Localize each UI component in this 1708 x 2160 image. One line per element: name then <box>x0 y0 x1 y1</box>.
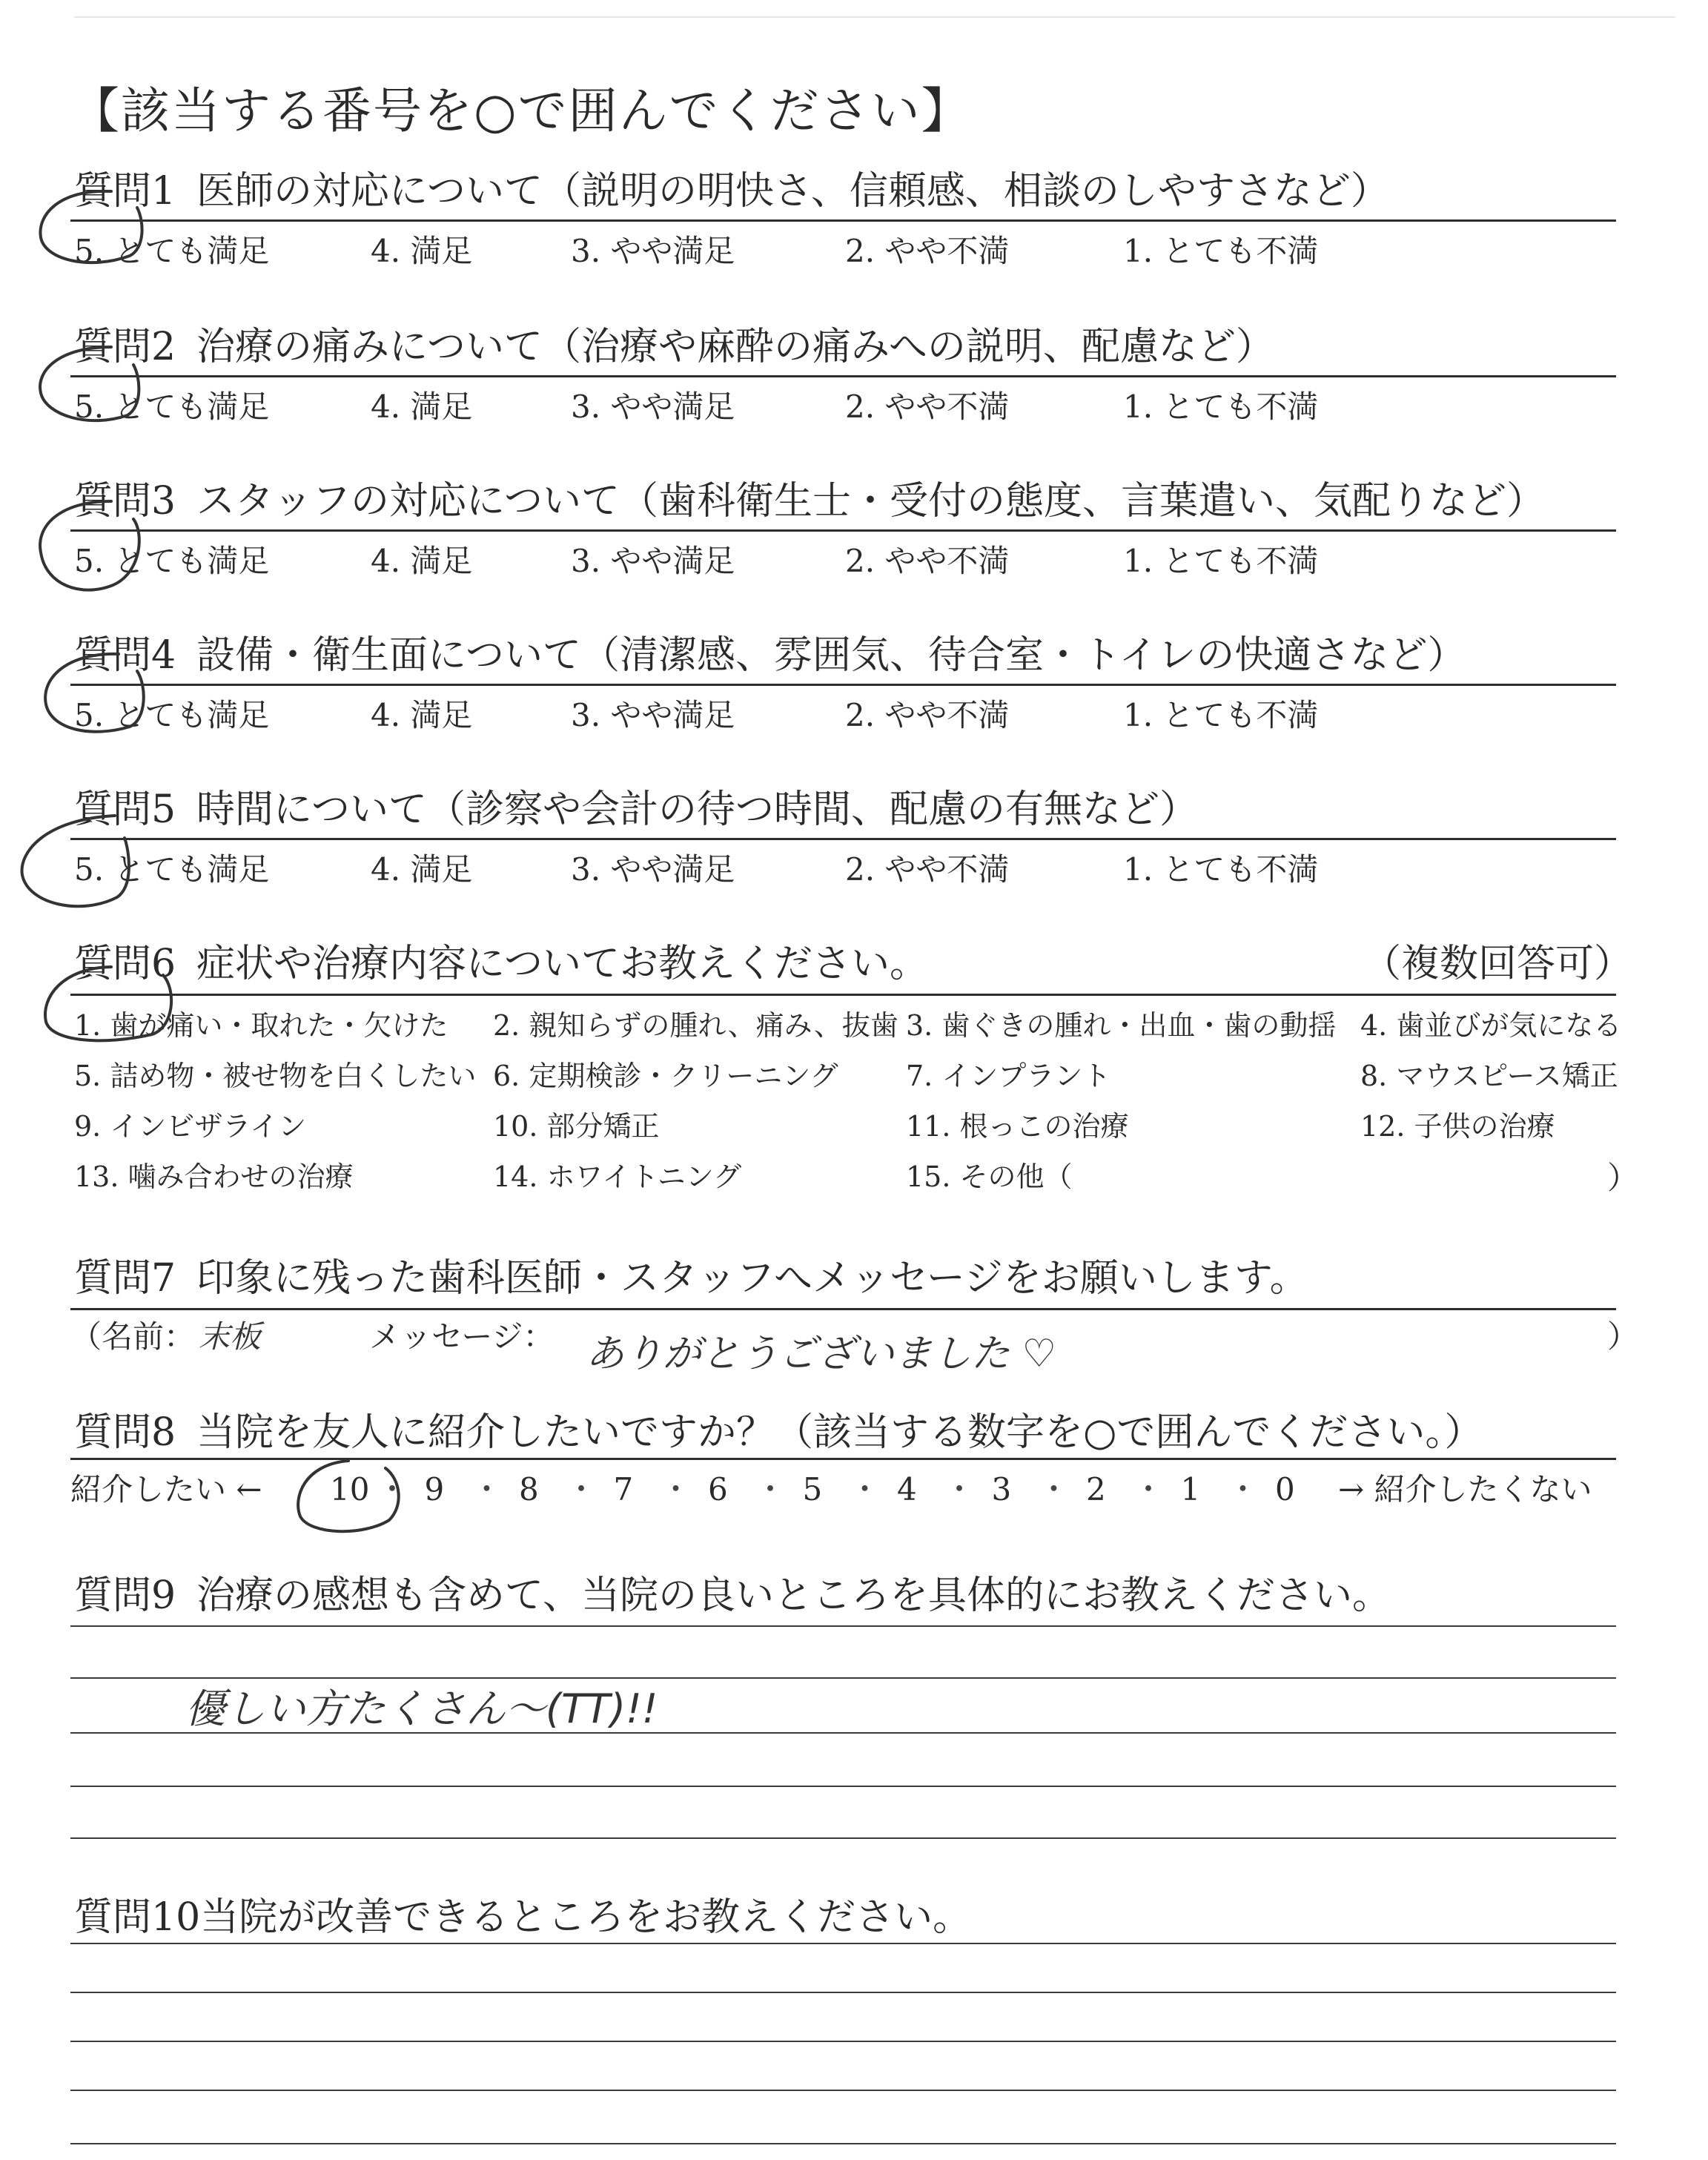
q6-option-4[interactable]: 4. 歯並びが気になる <box>1360 1009 1622 1042</box>
question-6 <box>74 942 928 986</box>
message-value[interactable]: ありがとうございました ♡ <box>586 1332 1057 1376</box>
question-5 <box>74 787 1198 832</box>
q5-option-1[interactable]: 1. とても不満 <box>1123 851 1319 888</box>
q6-option-13[interactable]: 13. 噛み合わせの治療 <box>74 1160 354 1193</box>
q6-option-7[interactable]: 7. インプラント <box>906 1060 1111 1092</box>
scale-separator: ・ <box>471 1471 503 1507</box>
scale-separator: ・ <box>660 1471 692 1507</box>
q9-answer[interactable]: 優しい方たくさん〜(TT)!! <box>185 1685 658 1732</box>
scale-value-3[interactable]: 3 <box>991 1471 1012 1507</box>
q5-option-4[interactable]: 4. 満足 <box>371 851 473 888</box>
question-text: 治療の感想も含めて、当院の良いところを具体的にお教えください。 <box>196 1573 1391 1618</box>
answer-line <box>70 1943 1616 1944</box>
q6-option-2[interactable]: 2. 親知らずの腫れ、痛み、抜歯 <box>493 1009 898 1042</box>
q6-option-11[interactable]: 11. 根っこの治療 <box>906 1110 1129 1143</box>
answer-line <box>70 1677 1616 1679</box>
question-number: 質問7 <box>74 1256 176 1301</box>
q1-option-2[interactable]: 2. やや不満 <box>845 233 1010 269</box>
divider <box>70 529 1616 532</box>
q5-option-3[interactable]: 3. やや満足 <box>571 851 735 888</box>
question-number: 質問9 <box>74 1573 176 1618</box>
multiple-answers-note: （複数回答可） <box>1363 942 1633 986</box>
q4-option-1[interactable]: 1. とても不満 <box>1123 697 1319 733</box>
q3-option-3[interactable]: 3. やや満足 <box>571 543 735 579</box>
q5-option-2[interactable]: 2. やや不満 <box>845 851 1010 888</box>
recommend-right-label: → 紹介したくない <box>1338 1471 1592 1507</box>
scale-separator: ・ <box>377 1471 408 1507</box>
question-number: 質問5 <box>74 787 176 832</box>
answer-line <box>70 2041 1616 2042</box>
q3-option-4[interactable]: 4. 満足 <box>371 543 473 579</box>
scale-separator: ・ <box>849 1471 881 1507</box>
q4-option-4[interactable]: 4. 満足 <box>371 697 473 733</box>
q6-option-6[interactable]: 6. 定期検診・クリーニング <box>493 1060 838 1092</box>
question-1 <box>74 169 1389 214</box>
answer-line <box>70 1837 1616 1839</box>
q2-option-3[interactable]: 3. やや満足 <box>571 389 735 425</box>
question-number: 質問8 <box>74 1410 176 1455</box>
question-number: 質問4 <box>74 633 176 678</box>
q5-option-5[interactable]: 5. とても満足 <box>74 851 270 888</box>
q3-option-1[interactable]: 1. とても不満 <box>1123 543 1319 579</box>
scale-separator: ・ <box>566 1471 598 1507</box>
q2-option-4[interactable]: 4. 満足 <box>371 389 473 425</box>
question-3 <box>74 479 1545 524</box>
divider <box>70 375 1616 377</box>
q6-option-12[interactable]: 12. 子供の治療 <box>1360 1110 1555 1143</box>
scale-separator: ・ <box>1227 1471 1259 1507</box>
question-2 <box>74 325 1274 369</box>
scale-separator: ・ <box>944 1471 976 1507</box>
q1-option-5[interactable]: 5. とても満足 <box>74 233 270 269</box>
question-7 <box>74 1256 1308 1301</box>
name-value[interactable]: 末板 <box>199 1318 262 1355</box>
divider <box>70 219 1616 222</box>
answer-line <box>70 1625 1616 1627</box>
q6-option-5[interactable]: 5. 詰め物・被せ物を白くしたい <box>74 1060 477 1092</box>
question-number: 質問6 <box>74 942 176 986</box>
divider <box>70 994 1616 996</box>
q2-option-5[interactable]: 5. とても満足 <box>74 389 270 425</box>
name-label: （名前： <box>70 1318 196 1355</box>
question-number: 質問1 <box>74 169 176 214</box>
scale-value-7[interactable]: 7 <box>613 1471 634 1507</box>
q4-option-3[interactable]: 3. やや満足 <box>571 697 735 733</box>
q1-option-3[interactable]: 3. やや満足 <box>571 233 735 269</box>
q1-option-4[interactable]: 4. 満足 <box>371 233 473 269</box>
answer-line <box>70 2090 1616 2091</box>
question-4 <box>74 633 1466 678</box>
scale-value-4[interactable]: 4 <box>897 1471 917 1507</box>
question-number: 質問3 <box>74 479 176 524</box>
divider <box>70 684 1616 686</box>
scale-value-5[interactable]: 5 <box>802 1471 823 1507</box>
scale-value-6[interactable]: 6 <box>708 1471 728 1507</box>
scale-value-2[interactable]: 2 <box>1086 1471 1106 1507</box>
question-text: 設備・衛生面について（清潔感、雰囲気、待合室・トイレの快適さなど） <box>196 633 1466 678</box>
q6-option-15[interactable]: 15. その他（ <box>906 1160 1073 1193</box>
divider <box>70 1458 1616 1460</box>
q6-option-3[interactable]: 3. 歯ぐきの腫れ・出血・歯の動揺 <box>906 1009 1337 1042</box>
q6-option-14[interactable]: 14. ホワイトニング <box>493 1160 742 1193</box>
question-8 <box>74 1410 1483 1455</box>
question-text: 時間について（診察や会計の待つ時間、配慮の有無など） <box>196 787 1198 832</box>
q1-option-1[interactable]: 1. とても不満 <box>1123 233 1319 269</box>
message-close-paren: ） <box>1607 1318 1639 1355</box>
q2-option-1[interactable]: 1. とても不満 <box>1123 389 1319 425</box>
question-9 <box>74 1573 1391 1618</box>
answer-line <box>70 2143 1616 2144</box>
q6-option-9[interactable]: 9. インビザライン <box>74 1110 307 1143</box>
instruction-heading: 【該当する番号を○で囲んでください】 <box>70 82 972 139</box>
question-text: 当院を友人に紹介したいですか？（該当する数字を○で囲んでください。） <box>196 1410 1483 1455</box>
divider <box>70 1308 1616 1310</box>
q6-option-1[interactable]: 1. 歯が痛い・取れた・欠けた <box>74 1009 448 1042</box>
question-text: 治療の痛みについて（治療や麻酔の痛みへの説明、配慮など） <box>196 325 1274 369</box>
scale-separator: ・ <box>755 1471 787 1507</box>
divider <box>70 838 1616 840</box>
question-text: 症状や治療内容についてお教えください。 <box>196 942 928 986</box>
scale-value-8[interactable]: 8 <box>519 1471 539 1507</box>
q2-option-2[interactable]: 2. やや不満 <box>845 389 1010 425</box>
q3-option-5[interactable]: 5. とても満足 <box>74 543 270 579</box>
q3-option-2[interactable]: 2. やや不満 <box>845 543 1010 579</box>
scale-value-10[interactable]: 10 <box>330 1471 370 1507</box>
q4-option-2[interactable]: 2. やや不満 <box>845 697 1010 733</box>
scale-separator: ・ <box>1133 1471 1165 1507</box>
question-text: 印象に残った歯科医師・スタッフへメッセージをお願いします。 <box>196 1256 1308 1301</box>
scale-separator: ・ <box>1038 1471 1070 1507</box>
question-text: 当院が改善できるところをお教えください。 <box>200 1895 972 1940</box>
question-text: 医師の対応について（説明の明快さ、信頼感、相談のしやすさなど） <box>196 169 1389 214</box>
q6-option-10[interactable]: 10. 部分矯正 <box>493 1110 660 1143</box>
question-10 <box>74 1895 972 1940</box>
question-number: 質問10 <box>74 1895 201 1940</box>
other-close-paren: ） <box>1607 1160 1639 1196</box>
q6-option-8[interactable]: 8. マウスピース矯正 <box>1360 1060 1618 1092</box>
recommend-left-label: 紹介したい ← <box>70 1471 262 1507</box>
scale-value-1[interactable]: 1 <box>1180 1471 1201 1507</box>
answer-line <box>70 1786 1616 1787</box>
message-label: メッセージ： <box>369 1318 555 1355</box>
top-edge-line <box>74 16 1675 18</box>
scale-value-0[interactable]: 0 <box>1275 1471 1295 1507</box>
q4-option-5[interactable]: 5. とても満足 <box>74 697 270 733</box>
answer-line <box>70 1732 1616 1734</box>
question-text: スタッフの対応について（歯科衛生士・受付の態度、言葉遣い、気配りなど） <box>196 479 1545 524</box>
question-number: 質問2 <box>74 325 176 369</box>
scale-value-9[interactable]: 9 <box>424 1471 445 1507</box>
answer-line <box>70 1992 1616 1993</box>
